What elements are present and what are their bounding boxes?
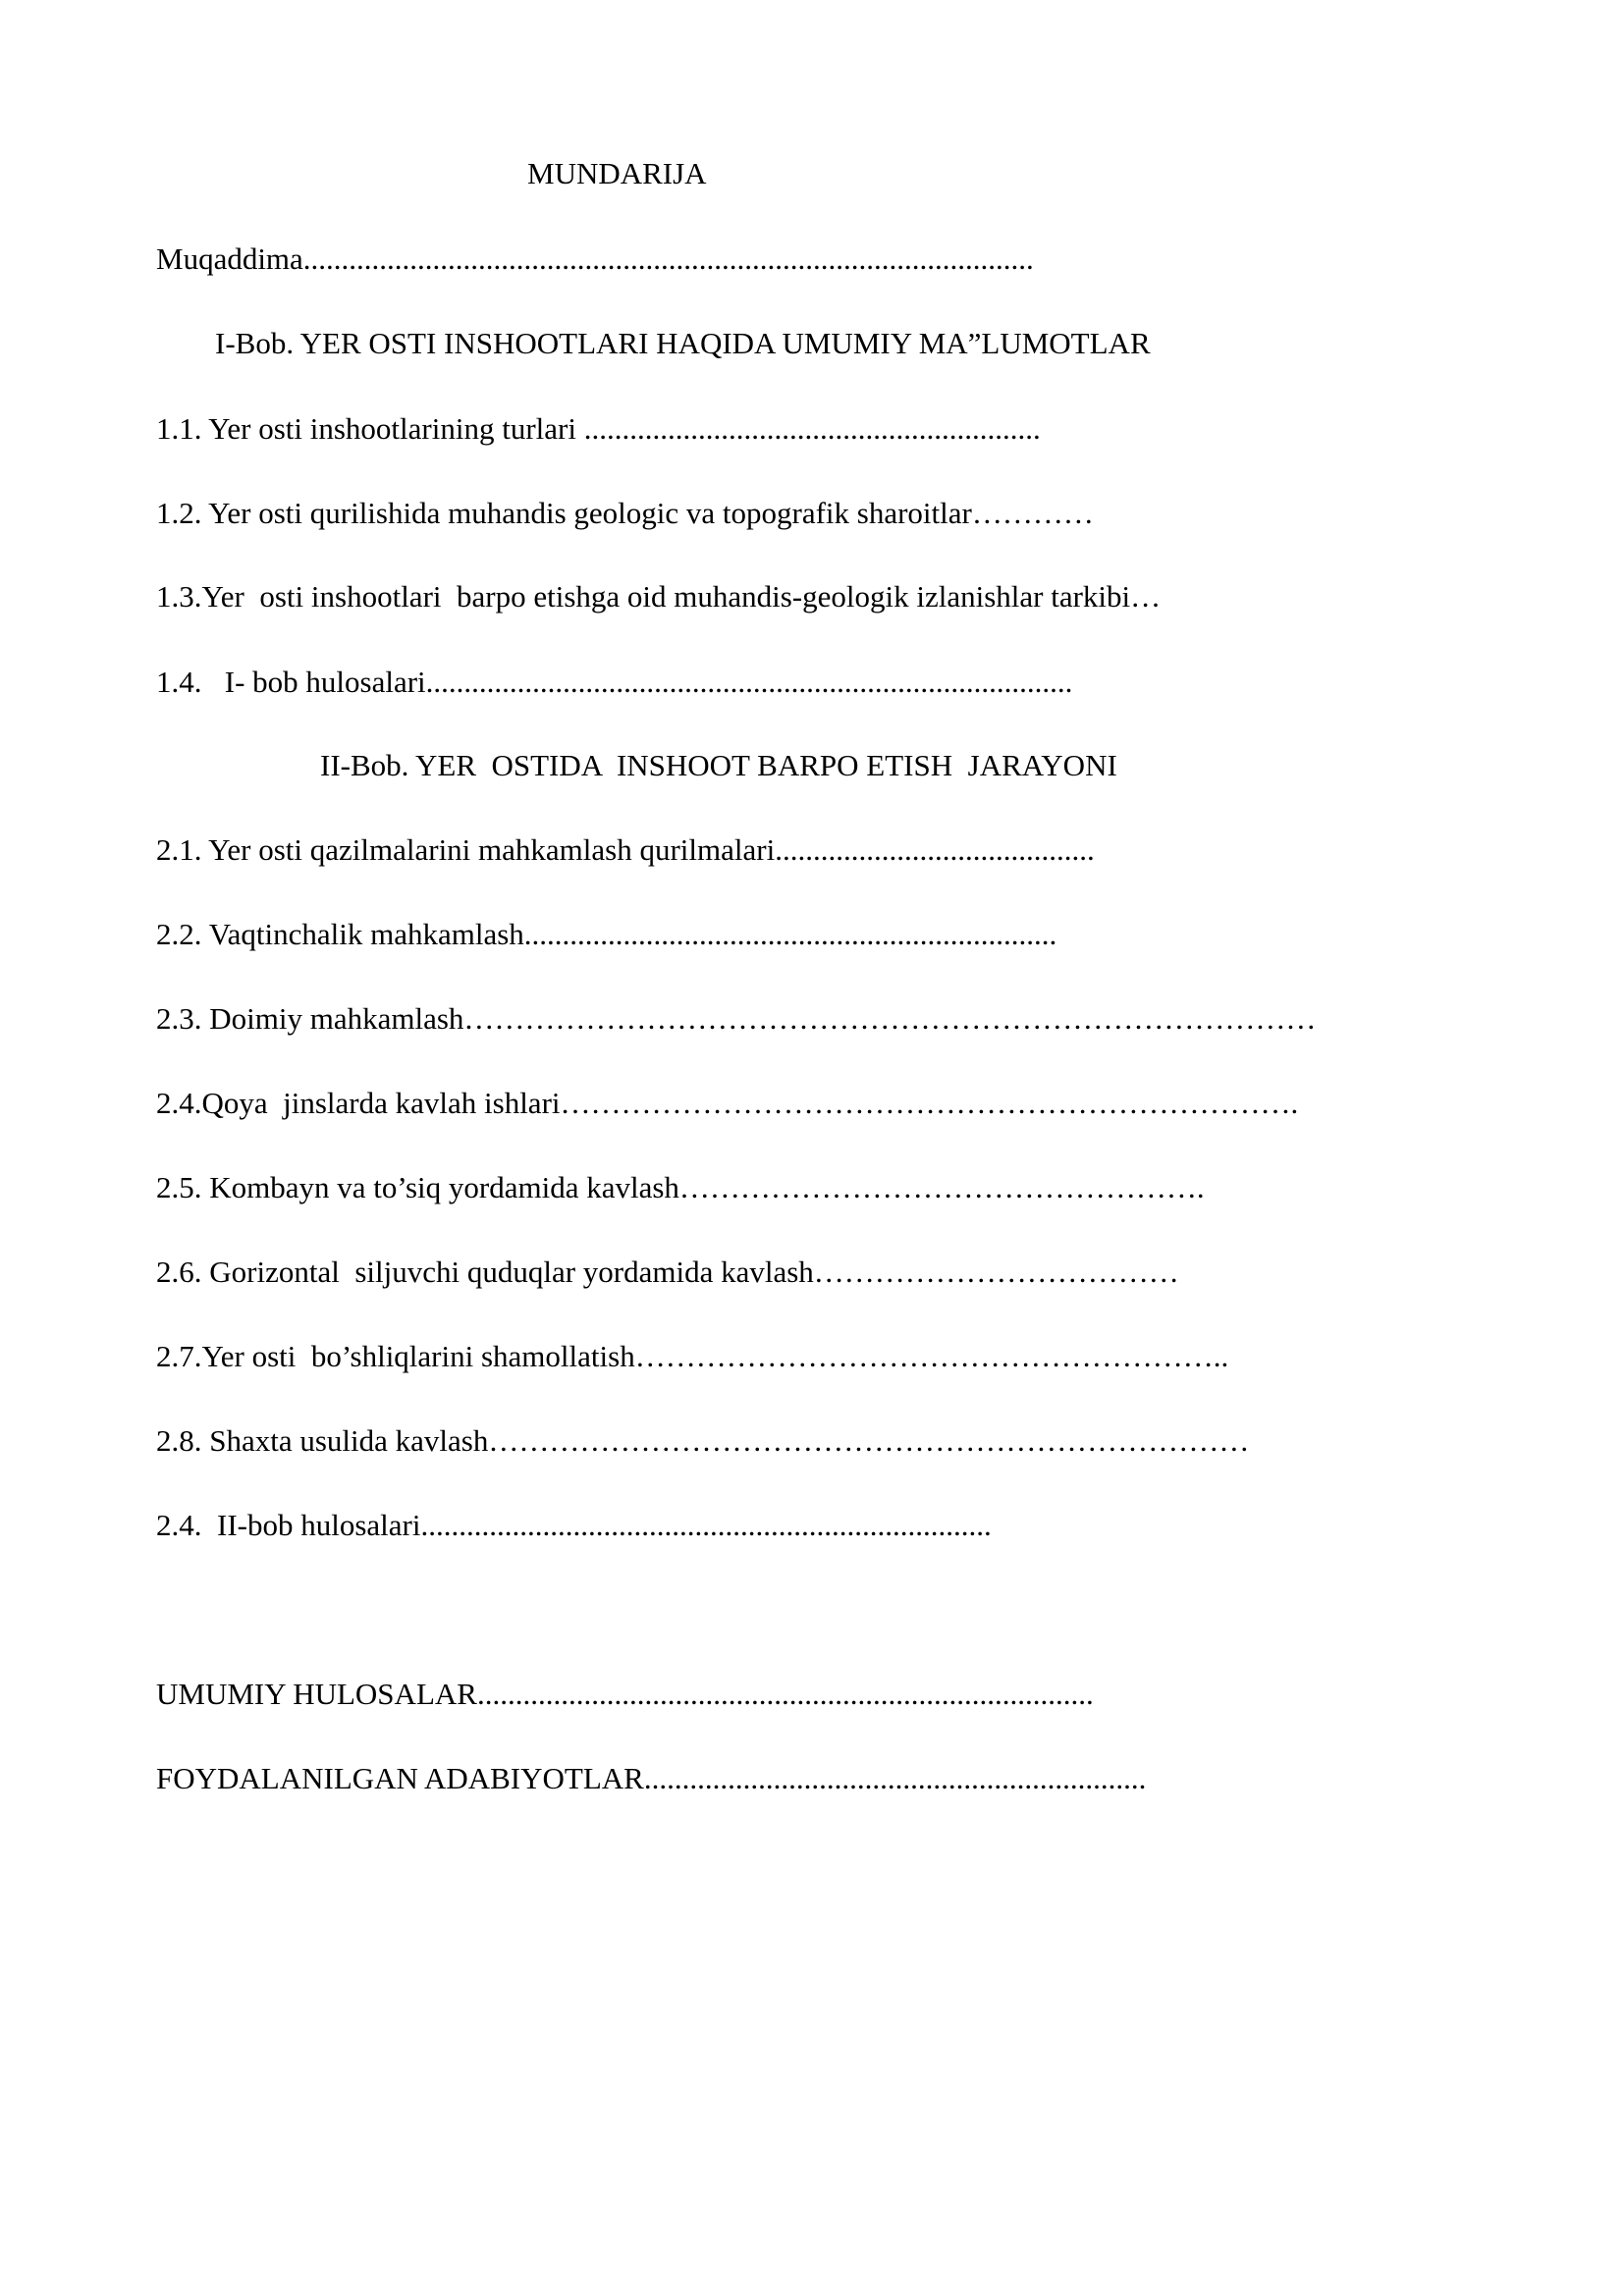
toc-item-chapter-2-conclusions: 2.4. II-bob hulosalari........................................................................... [156, 1508, 992, 1542]
toc-item-2-7: 2.7.Yer osti bo’shliqlarini shamollatish………………………………………………….. [156, 1339, 1229, 1373]
toc-item-1-4: 1.4. I- bob hulosalari..................................................................................... [156, 665, 1073, 699]
toc-item-2-4: 2.4.Qoya jinslarda kavlah ishlari………………………………………………………………. [156, 1086, 1299, 1120]
toc-item-1-2: 1.2. Yer osti qurilishida muhandis geologic va topografik sharoitlar………… [156, 496, 1094, 530]
toc-item-1-1: 1.1. Yer osti inshootlarining turlari ............................................................ [156, 411, 1041, 446]
toc-item-2-2: 2.2. Vaqtinchalik mahkamlash...................................................................... [156, 917, 1057, 951]
chapter-1-heading: I-Bob. YER OSTI INSHOOTLARI HAQIDA UMUMIY MA”LUMOTLAR [215, 326, 1151, 360]
toc-item-1-3: 1.3.Yer osti inshootlari barpo etishga oid muhandis-geologik izlanishlar tarkibi… [156, 579, 1162, 614]
toc-item-introduction: Muqaddima................................................................................................ [156, 241, 1034, 276]
toc-item-2-5: 2.5. Kombayn va to’siq yordamida kavlash……………………………………………. [156, 1170, 1205, 1204]
toc-item-2-6: 2.6. Gorizontal siljuvchi quduqlar yordamida kavlash……………………………… [156, 1255, 1179, 1289]
toc-item-2-1: 2.1. Yer osti qazilmalarini mahkamlash qurilmalari.......................................... [156, 832, 1095, 867]
toc-item-references: FOYDALANILGAN ADABIYOTLAR.................................................................. [156, 1761, 1147, 1795]
toc-title: MUNDARIJA [527, 156, 707, 190]
chapter-2-heading: II-Bob. YER OSTIDA INSHOOT BARPO ETISH JARAYONI [320, 748, 1117, 782]
toc-item-2-3: 2.3. Doimiy mahkamlash………………………………………………………………………… [156, 1001, 1317, 1036]
toc-item-2-8: 2.8. Shaxta usulida kavlash………………………………………………………………… [156, 1423, 1250, 1458]
toc-item-general-conclusions: UMUMIY HULOSALAR................................................................................. [156, 1677, 1094, 1711]
